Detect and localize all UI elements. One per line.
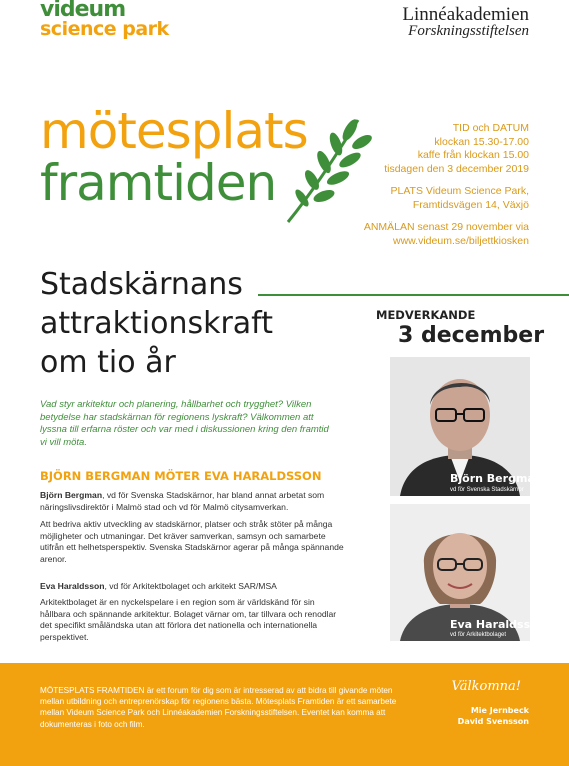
person-name: Eva Haraldsson [450, 618, 546, 631]
person-role: vd för Arkitektbolaget [450, 632, 507, 638]
photo-eva-haraldsson [390, 504, 546, 641]
title-line1: Stadskärnans [40, 267, 243, 302]
coffee-time: kaffe från klockan 15.00 [417, 149, 529, 161]
eva-description: , vd för Arkitektbolaget och arkitekt SAR/MSA [104, 581, 277, 591]
laurel-branch-icon [280, 110, 370, 230]
medverkande-label: MEDVERKANDE [376, 308, 476, 322]
footer-banner [0, 663, 569, 766]
paragraph-bjorn [40, 490, 345, 513]
event-date: tisdagen den 3 december 2019 [384, 162, 529, 175]
time-value: klockan 15.30-17.00 [434, 135, 529, 148]
place-line1: PLATS Videum Science Park, [390, 185, 529, 197]
event-name-line1: mötesplats [40, 102, 308, 160]
linneakademien-logo-line1: Linnéakademien [402, 4, 529, 25]
title-divider [258, 294, 569, 296]
photo-bjorn-bergman [390, 357, 543, 496]
bjorn-description: , vd för Svenska Stadskärnor, har bland annat arbetat som näringslivsdirektör i Malmö stad och vd för Malmö citysamverkan. [40, 490, 325, 512]
person-role: vd för Svenska Stadskärnor [450, 487, 524, 493]
signature-1: Mie Jernbeck [470, 706, 529, 715]
paragraph-eva [40, 581, 345, 593]
medverkande-date: 3 december [398, 323, 545, 348]
title-line3: om tio år [40, 345, 176, 380]
title-line2: attraktionskraft [40, 306, 273, 341]
paragraph-arkitektbolaget: Arkitektbolaget är en nyckelspelare i en region som är världskänd för sin hållbara och spännande arkitektur. Bolaget värnar om, tar tillvara och renodlar det specifikt småländska utan att förlora det nationella och internationella perspektivet. [40, 597, 337, 642]
article-heading: BJÖRN BERGMAN MÖTER EVA HARALDSSON [40, 469, 322, 483]
intro-text: Vad styr arkitektur och planering, hållbarhet och trygghet? Vilken betydelse har stadskärnan för regionens lyskraft? Välkommen att lyssna till erfarna röster och var med i diskussionen kring den framtid vi vill möta. [40, 399, 329, 448]
signature-2: David Svensson [457, 717, 529, 726]
signup-line1: ANMÄLAN senast 29 november via [363, 221, 529, 233]
time-label: TID och DATUM [452, 122, 529, 134]
videum-logo-line2: science park [40, 18, 169, 40]
bjorn-name-bold: Björn Bergman [40, 490, 103, 500]
page-title [40, 265, 273, 382]
videum-logo-line1: videum [40, 0, 126, 22]
person-name: Björn Bergman [450, 472, 543, 485]
linneakademien-logo-line2: Forskningsstiftelsen [408, 23, 529, 39]
event-name-line2: framtiden [40, 154, 277, 212]
signup-link[interactable]: www.videum.se/biljettkiosken [393, 234, 529, 247]
footer-text: MÖTESPLATS FRAMTIDEN är ett forum för dig som är intresserad av att bidra till givande möten mellan utbildning och entreprenörskap för regionens bästa. Mötesplats Framtiden är ett samarbete mellan Videum Science Park och Linnéakademien Forskningsstiftelsen. Eventet kan komma att dokumenteras i foto och film. [40, 686, 397, 729]
paragraph-stadskarnor: Att bedriva aktiv utveckling av stadskärnor, platser och stråk stöter på många möjligheter och utmaningar. Det kräver samverkan, samsyn och samarbete utifrån ett helhetsperspektiv. Svenska Stadskärnor agerar på många spännande arenor. [40, 519, 344, 564]
welcome-text: Välkomna! [451, 679, 521, 694]
place-line2: Framtidsvägen 14, Växjö [412, 198, 529, 211]
eva-name-bold: Eva Haraldsson [40, 581, 105, 591]
event-info [364, 122, 529, 248]
